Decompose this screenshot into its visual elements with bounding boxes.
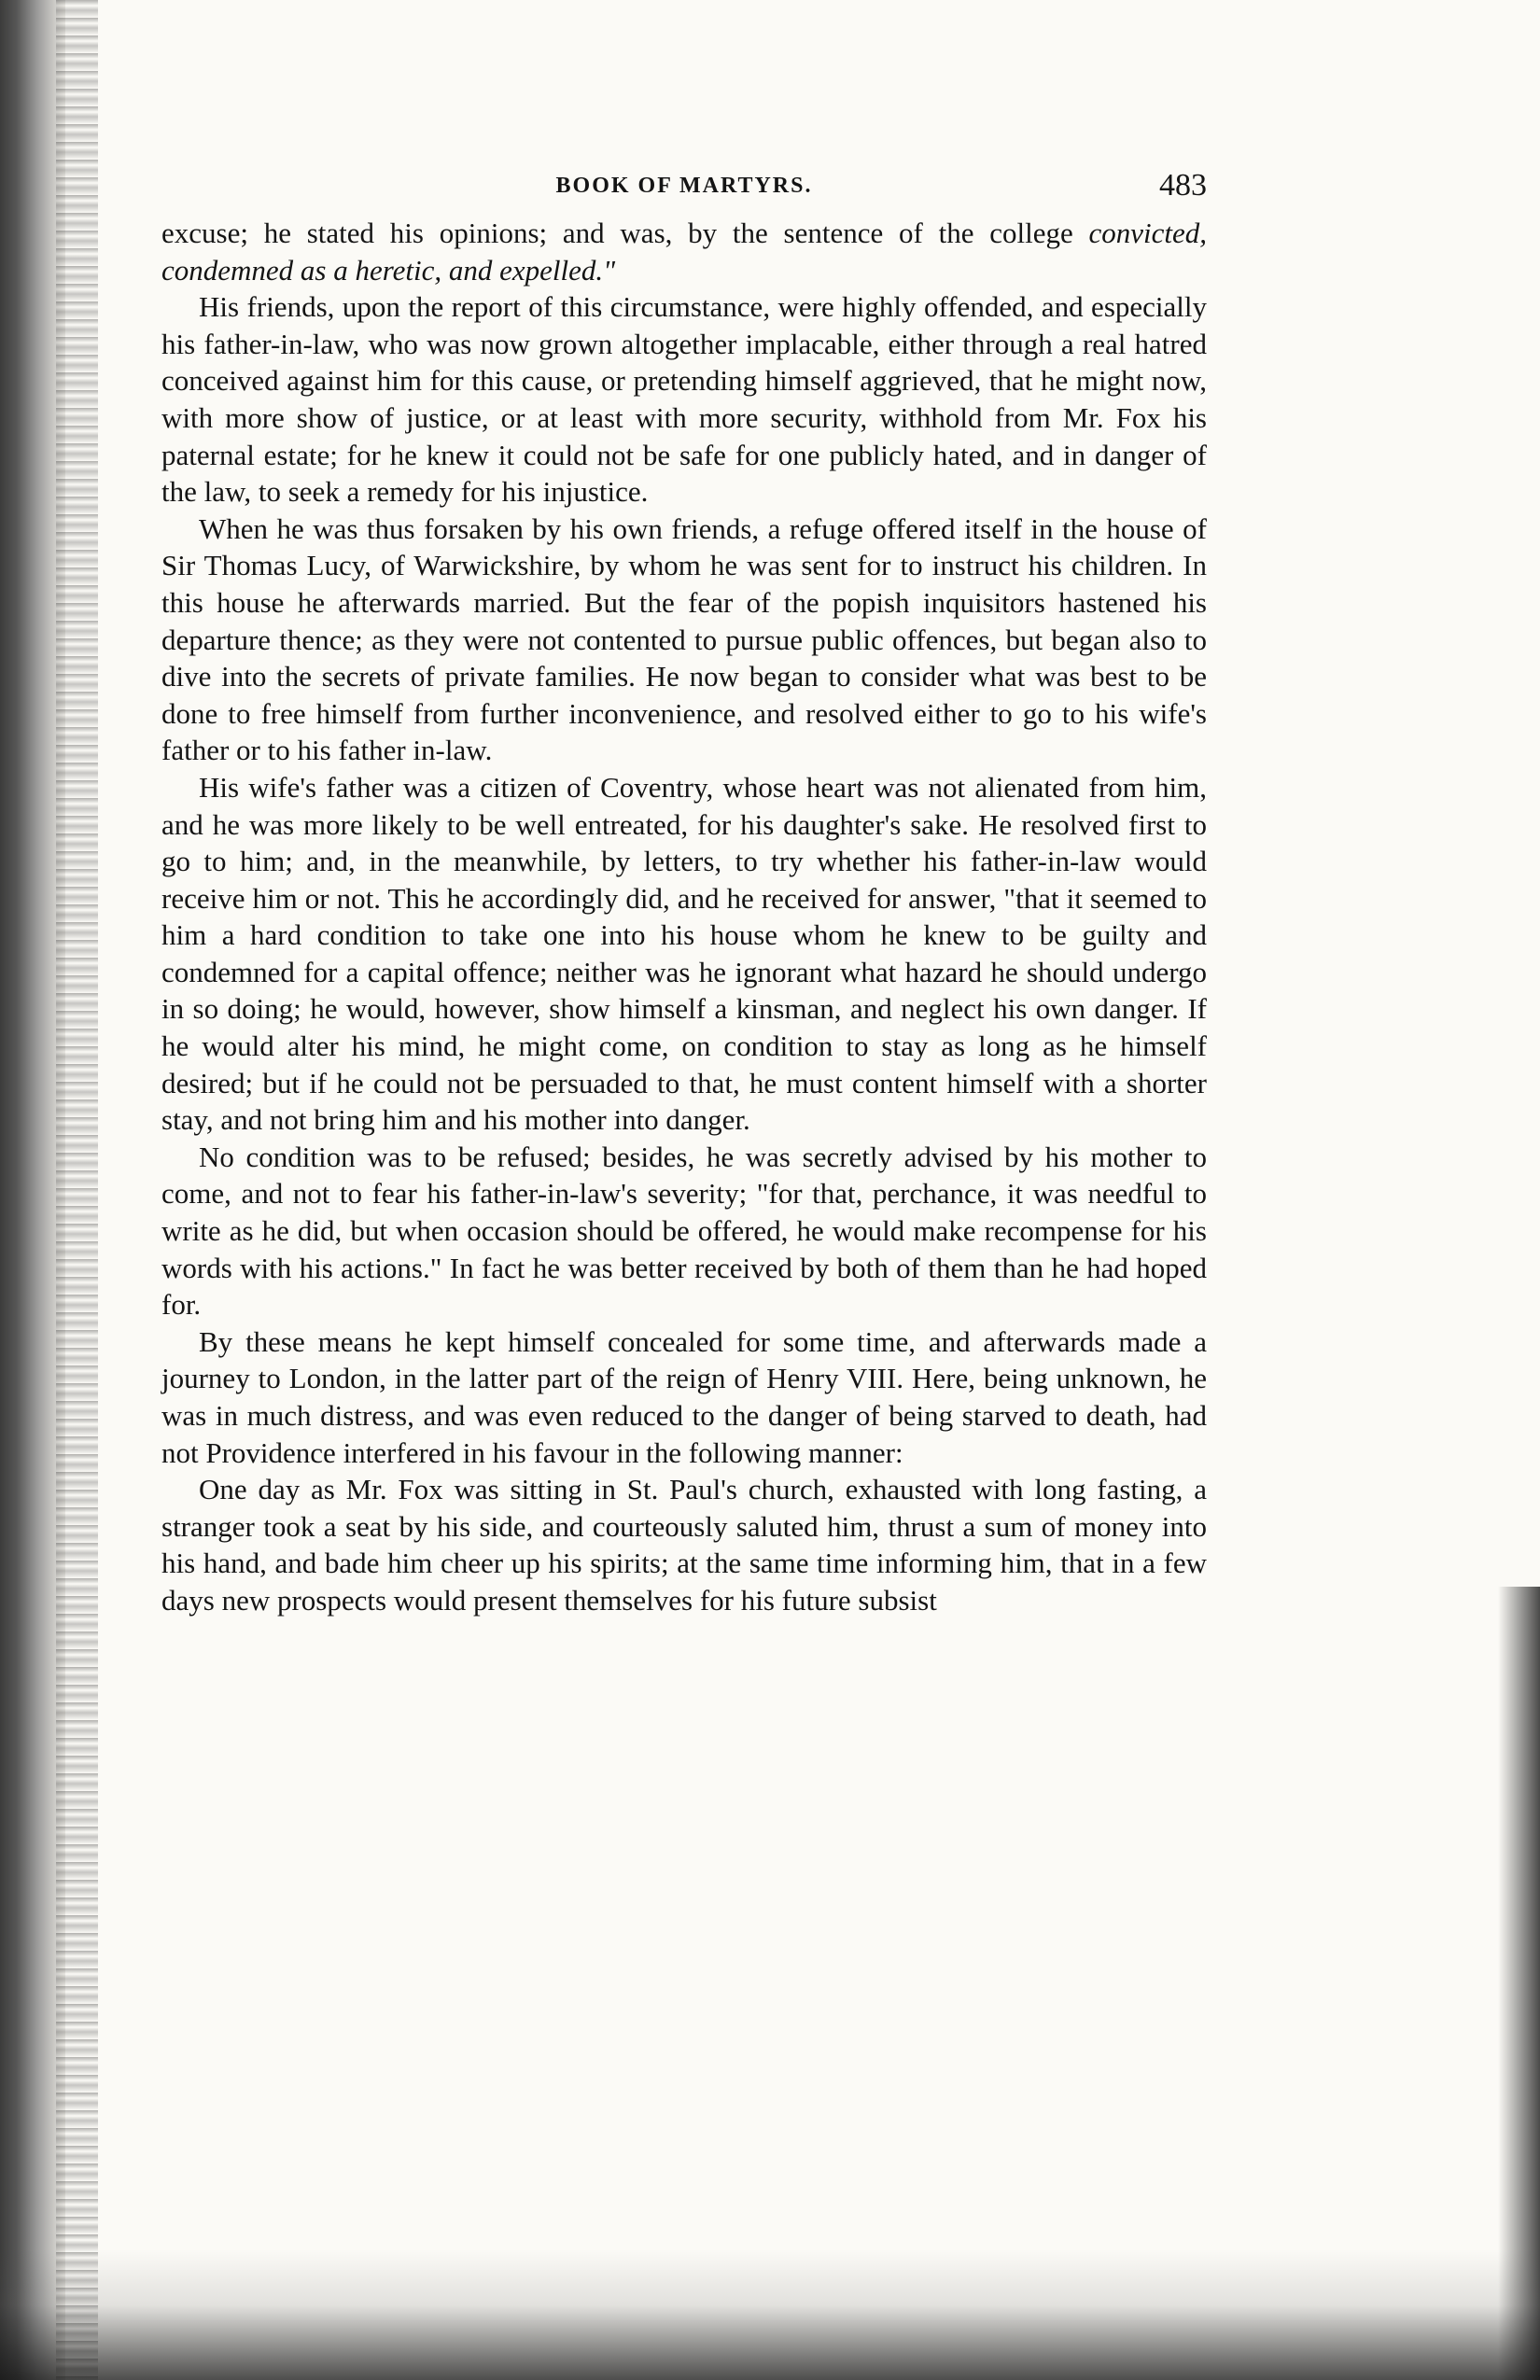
running-head: [161, 168, 1207, 215]
page-number: 483: [1159, 168, 1207, 203]
scan-edge-bottom: [0, 2249, 1540, 2380]
paragraph-7: One day as Mr. Fox was sitting in St. Paul's church, exhausted with long fasting, a stranger took a seat by his side, and courteously saluted him, thrust a sum of money into his hand, and bade him cheer up his spirits; at the same time informing him, that in a few days new prospects would present themselves for his future subsist: [161, 1473, 1207, 1617]
running-title: BOOK OF MARTYRS.: [555, 174, 813, 198]
paragraph-1-text: excuse; he stated his opinions; and was, by the sentence of the college: [161, 217, 1089, 249]
paragraph-3: When he was thus forsaken by his own friends, a refuge offered itself in the house of Sir Thomas Lucy, of Warwickshire, by whom he was sent for to instruct his children. In this house he afterwards married. But the fear of the popish inquisitors hastened his departure thence; as they were not contented to pursue public offences, but began also to dive into the secrets of private families. He now began to consider what was best to be done to free himself from further inconvenience, and resolved either to go to his wife's father or to his father in-law.: [161, 511, 1207, 767]
paragraph-6: By these means he kept himself concealed for some time, and afterwards made a journey to London, in the latter part of the reign of Henry VIII. Here, being unknown, he was in much distress, and was even reduced to the danger of being starved to death, had not Providence interfered in his favour in the following manner:: [161, 1324, 1207, 1469]
paragraph-5: No condition was to be refused; besides, he was secretly advised by his mother to come, and not to fear his father-in-law's severity; "for that, perchance, it was needful to write as he did, but when occasion should be offered, he would make recompense for his words with his actions." In fact he was better received by both of them than he had hoped for.: [161, 1140, 1207, 1322]
paragraph-1: [161, 215, 1207, 288]
paragraph-4: His wife's father was a citizen of Coventry, whose heart was not alienated from him, and he was more likely to be well entreated, for his daughter's sake. He resolved first to go to him; and, in the meanwhile, by letters, to try whether his father-in-law would receive him or not. This he accordingly did, and he received for answer, "that it seemed to him a hard condition to take one into his house whom he knew to be guilty and condemned for a capital offence; neither was he ignorant what hazard he should undergo in so doing; he would, however, show himself a kinsman, and neglect his own danger. If he would alter his mind, he might come, on condition to stay as long as he himself desired; but if he could not be persuaded to that, he must content himself with a shorter stay, and not bring him and his mother into danger.: [161, 770, 1207, 1137]
scan-edge-speckle: [56, 0, 98, 2380]
page-text-block: [161, 168, 1207, 1619]
paragraph-2: His friends, upon the report of this circumstance, were highly offended, and especially his father-in-law, who was now grown altogether implacable, either through a real hatred conceived against him for this cause, or pretending himself aggrieved, that he might now, with more show of justice, or at least with more security, withhold from Mr. Fox his paternal estate; for he knew it could not be safe for one publicly hated, and in danger of the law, to seek a remedy for his injustice.: [161, 290, 1207, 509]
paragraph-1-italic: convicted, condemned as a heretic, and expelled.": [161, 217, 1207, 287]
